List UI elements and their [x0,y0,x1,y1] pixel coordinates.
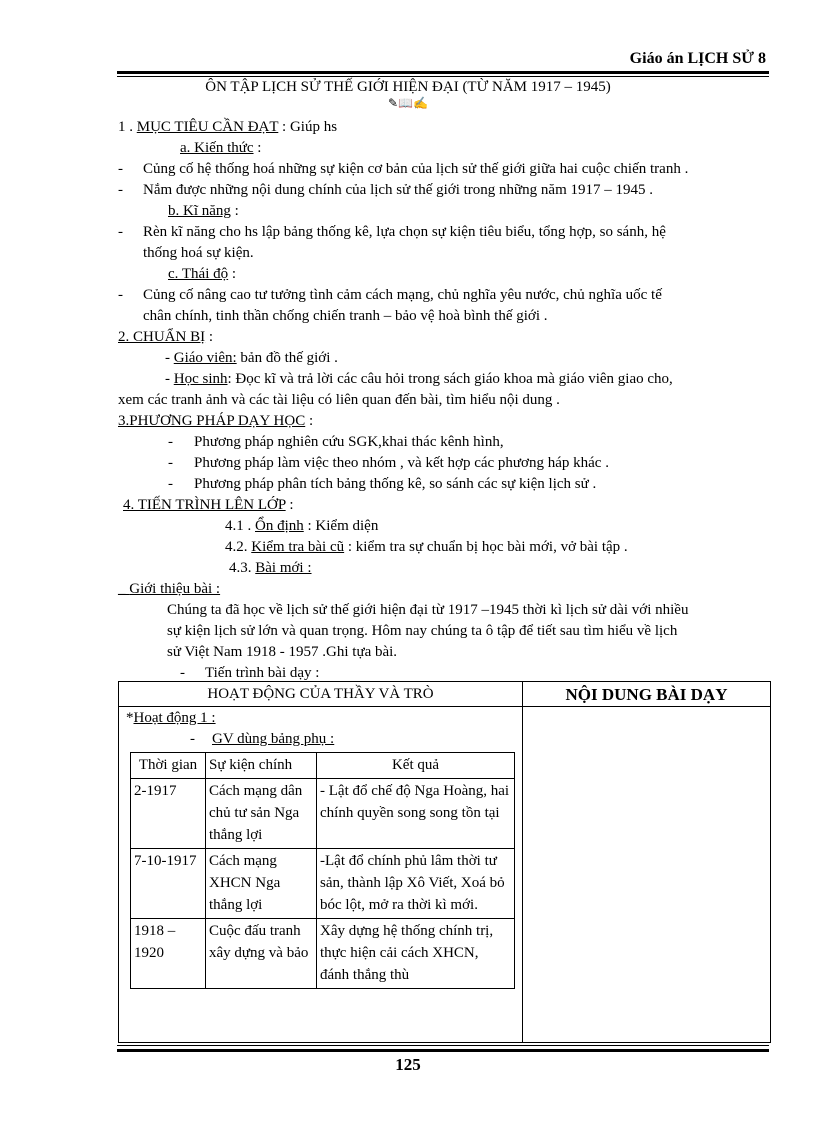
intro-label: _ Giới thiệu bài : [118,581,221,597]
table-row [131,919,515,989]
row-result: Xây dựng hệ thống chính trị, thực hiện cải cách XHCN, đánh thắng thù [317,919,515,989]
procedure-heading: 4. TIẾN TRÌNH LÊN LỚP : [123,497,294,513]
skills-text-cont: thống hoá sự kiện. [143,245,254,261]
content-header: NỘI DUNG BÀI DẠY [565,685,728,704]
row-result: -Lật đổ chính phủ lâm thời tư sản, thành lập Xô Viết, Xoá bỏ bóc lột, mở ra thời kì mới. [317,849,515,919]
skills-text: Rèn kĩ năng cho hs lập bảng thống kê, lựa chọn sự kiện tiêu biểu, tổng hợp, so sánh, hệ [143,224,666,240]
attitude-text-cont: chân chính, tinh thần chống chiến tranh – bảo vệ hoà bình thế giới . [143,308,548,324]
method-item: Phương pháp nghiên cứu SGK,khai thác kênh hình, [194,434,504,450]
step-stabilize: 4.1 . Ổn định : Kiểm diện [225,518,379,534]
table-row [131,849,515,919]
col-event-header: Sự kiện chính [206,753,317,779]
knowledge-item: Nắm được những nội dung chính của lịch sử thế giới trong những năm 1917 – 1945 . [143,182,653,198]
step-new-lesson: 4.3. Bài mới : [229,560,312,576]
row-time: 2-1917 [131,779,206,849]
col-result-header: Kết quả [317,753,515,779]
book-ornament-icon: ✎📖✍ [388,96,428,110]
attitude-label: c. Thái độ : [168,266,237,282]
board-note: GV dùng bảng phụ : [212,731,335,747]
objectives-heading: 1 . MỤC TIÊU CẦN ĐẠT : Giúp hs [118,119,338,135]
intro-text: Chúng ta đã học về lịch sử thế giới hiện đại từ 1917 –1945 thời kì lịch sử dài với nhiều [167,602,689,618]
top-rule-thin [117,76,769,77]
bottom-rule-thin [117,1045,769,1046]
knowledge-item: Củng cố hệ thống hoá những sự kiện cơ bản của lịch sử thế giới giữa hai cuộc chiến tranh . [143,161,689,177]
subject-header: Giáo án LỊCH SỬ 8 [629,50,766,67]
page-number: 125 [395,1055,421,1074]
table-row [131,779,515,849]
events-header-row [131,753,515,779]
methods-heading: 3.PHƯƠNG PHÁP DẠY HỌC : [118,413,314,429]
row-event: Cách mạng XHCN Nga thắng lợi [206,849,317,919]
method-item: Phương pháp phân tích bảng thống kê, so sánh các sự kiện lịch sử . [194,476,597,492]
bottom-rule [117,1049,769,1052]
intro-text-cont: sử Việt Nam 1918 - 1957 .Ghi tựa bài. [167,644,398,660]
top-rule [117,71,769,74]
content-cell [523,707,771,1043]
row-event: Cuộc đấu tranh xây dựng và bảo [206,919,317,989]
events-table [130,752,515,989]
lesson-title: ÔN TẬP LỊCH SỬ THẾ GIỚI HIỆN ĐẠI (TỪ NĂM 1917 – 1945) [205,79,611,95]
activity-heading: *Hoạt động 1 : [126,710,216,726]
row-time: 1918 –1920 [131,919,206,989]
preparation-heading: 2. CHUẨN BỊ : [118,329,214,345]
step-check-old-lesson: 4.2. Kiểm tra bài cũ : kiểm tra sự chuẩn bị học bài mới, vở bài tập . [225,539,628,555]
student-prep: - Học sinh: Đọc kĩ và trả lời các câu hỏi trong sách giáo khoa mà giáo viên giao cho, [165,371,673,387]
col-time-header: Thời gian [131,753,206,779]
row-result: - Lật đổ chế độ Nga Hoàng, hai chính quyền song song tồn tại [317,779,515,849]
attitude-text: Củng cố nâng cao tư tưởng tình cảm cách mạng, chủ nghĩa yêu nước, chủ nghĩa uốc tế [143,287,662,303]
method-item: Phương pháp làm việc theo nhóm , và kết hợp các phương háp khác . [194,455,609,471]
activities-header: HOẠT ĐỘNG CỦA THẦY VÀ TRÒ [207,686,434,702]
row-time: 7-10-1917 [131,849,206,919]
student-prep-cont: xem các tranh ảnh và các tài liệu có liên quan đến bài, tìm hiểu nội dung . [118,392,560,408]
row-event: Cách mạng dân chủ tư sản Nga thắng lợi [206,779,317,849]
skills-label: b. Kĩ năng : [168,203,239,219]
intro-text-cont: sự kiện lịch sử lớn và quan trọng. Hôm nay chúng ta ô tập để tiết sau tìm hiểu về lịch [167,623,678,639]
teacher-prep: - Giáo viên: bản đồ thế giới . [165,350,338,366]
progress-label: Tiến trình bài dạy : [205,665,320,681]
knowledge-label: a. Kiến thức : [180,140,262,156]
